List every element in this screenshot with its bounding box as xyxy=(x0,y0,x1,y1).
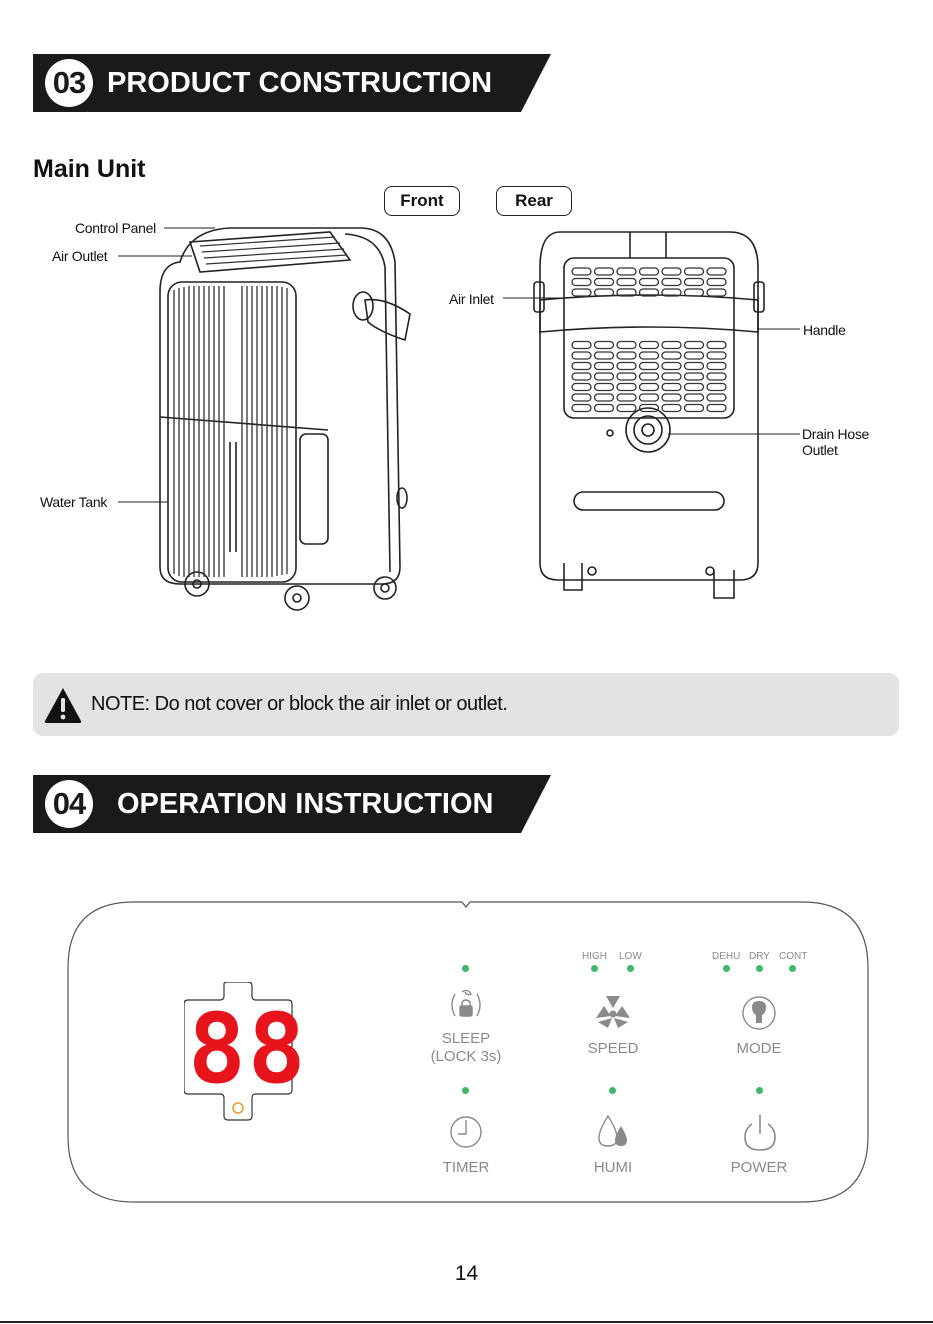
label-air-inlet: Air Inlet xyxy=(449,291,494,307)
label-drain-hose-line1: Drain Hose xyxy=(802,426,870,442)
humi-indicator xyxy=(609,1087,616,1094)
sleep-label: SLEEP xyxy=(441,1030,491,1047)
fan-speed-icon[interactable] xyxy=(594,994,632,1030)
page-bottom-rule xyxy=(0,1321,933,1323)
section-number: 03 xyxy=(45,59,93,107)
section-number: 04 xyxy=(45,780,93,828)
warning-icon xyxy=(43,685,83,725)
speed-label: SPEED xyxy=(587,1040,639,1057)
power-label: POWER xyxy=(730,1159,788,1176)
mode-dry-indicator xyxy=(756,965,763,972)
lock-label: (LOCK 3s) xyxy=(430,1048,502,1065)
section-title: OPERATION INSTRUCTION xyxy=(117,788,494,820)
timer-indicator xyxy=(462,1087,469,1094)
page-number: 14 xyxy=(454,1262,479,1285)
note-text: NOTE: Do not cover or block the air inlet or outlet. xyxy=(91,693,508,715)
speed-low-label: LOW xyxy=(619,951,642,962)
section-banner-operation-instruction xyxy=(33,775,553,833)
label-water-tank: Water Tank xyxy=(40,494,108,510)
mode-icon[interactable] xyxy=(741,995,777,1031)
front-leader-lines xyxy=(0,0,933,620)
front-view-label: Front xyxy=(384,186,460,216)
label-control-panel: Control Panel xyxy=(75,220,156,236)
display-digits: 88 xyxy=(188,993,308,1105)
speed-low-indicator xyxy=(627,965,634,972)
timer-icon[interactable] xyxy=(448,1114,484,1150)
speed-high-label: HIGH xyxy=(582,951,607,962)
rear-view-label: Rear xyxy=(496,186,572,216)
mode-dehu-indicator xyxy=(723,965,730,972)
sleep-lock-icon[interactable] xyxy=(447,986,485,1024)
rear-view-illustration xyxy=(530,228,770,608)
section-title: PRODUCT CONSTRUCTION xyxy=(107,67,493,99)
power-indicator xyxy=(756,1087,763,1094)
mode-cont-indicator xyxy=(789,965,796,972)
sleep-indicator xyxy=(462,965,469,972)
humi-label: HUMI xyxy=(593,1159,633,1176)
power-icon[interactable] xyxy=(742,1112,778,1152)
speed-high-indicator xyxy=(591,965,598,972)
mode-label: MODE xyxy=(736,1040,782,1057)
note-box xyxy=(33,673,899,736)
timer-label: TIMER xyxy=(442,1159,490,1176)
humidity-icon[interactable] xyxy=(595,1112,631,1150)
main-unit-heading: Main Unit xyxy=(33,155,146,183)
label-drain-hose-line2: Outlet xyxy=(802,442,838,458)
mode-cont-label: CONT xyxy=(779,951,808,962)
label-air-outlet: Air Outlet xyxy=(52,248,108,264)
mode-dehu-label: DEHU xyxy=(712,951,741,962)
label-handle: Handle xyxy=(803,322,846,338)
mode-dry-label: DRY xyxy=(749,951,770,962)
